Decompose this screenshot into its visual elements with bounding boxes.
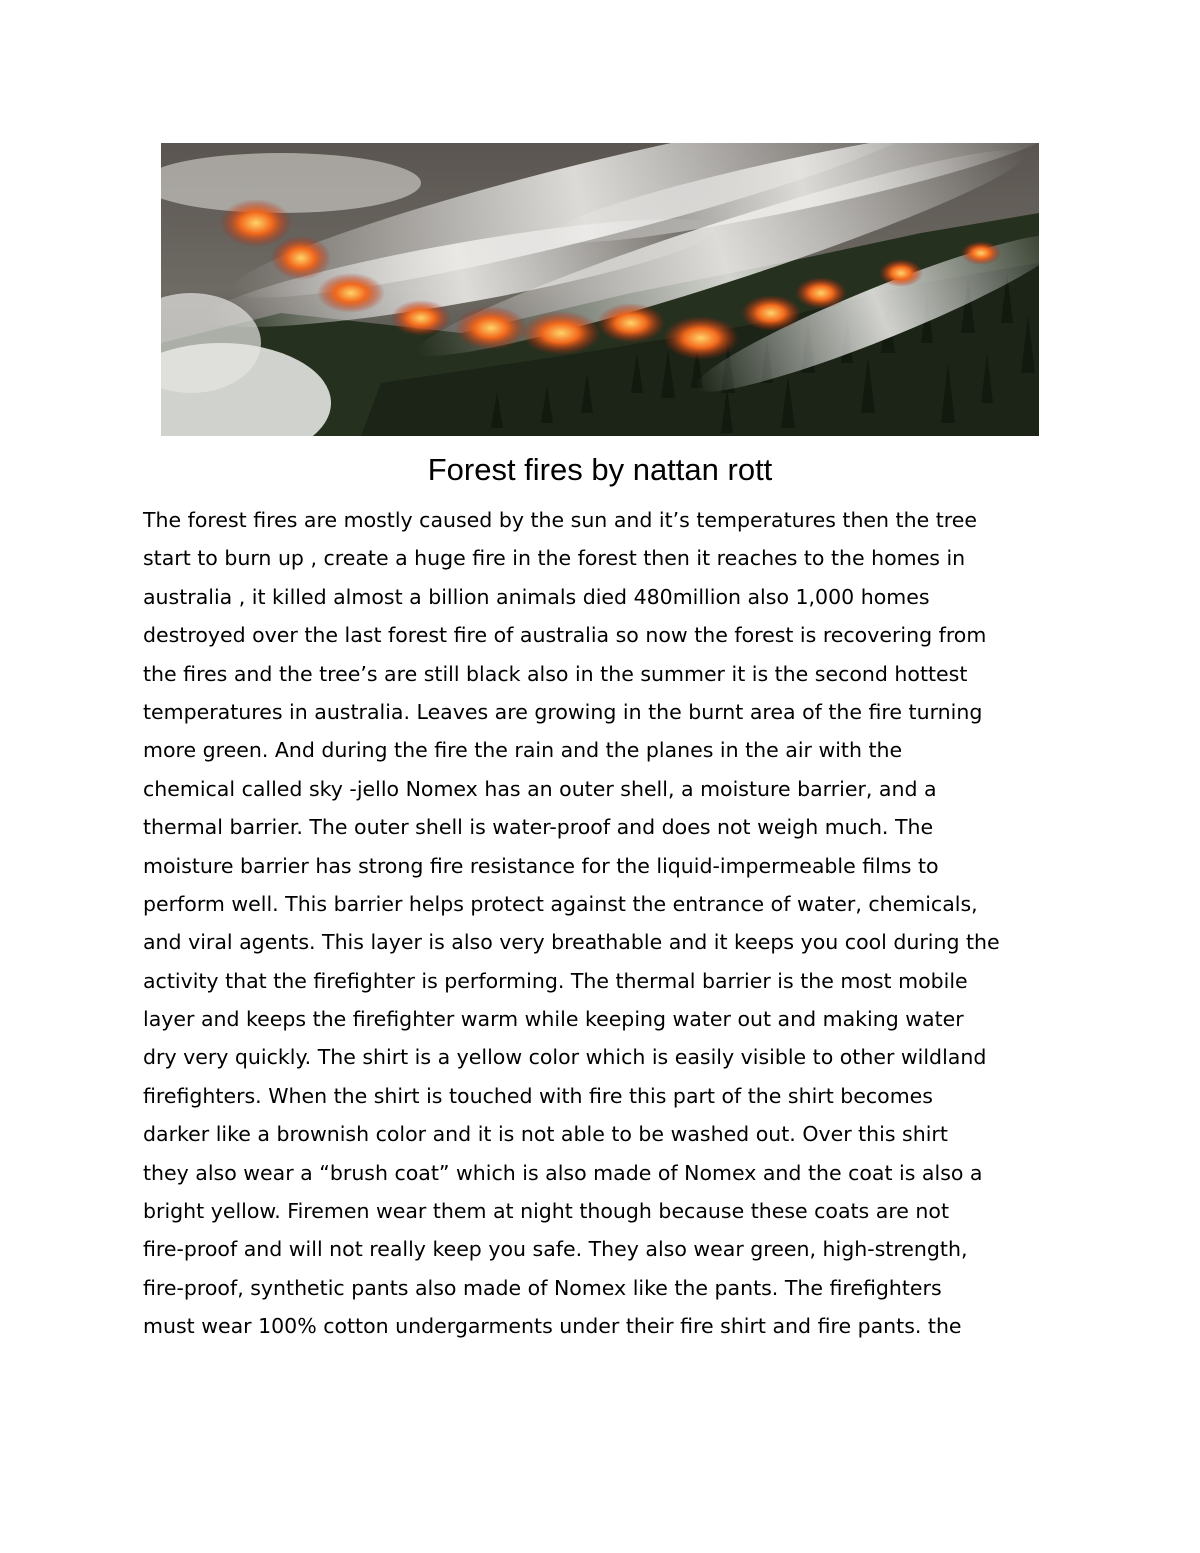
- body-line: The forest fires are mostly caused by the sun and it’s temperatures then the tree: [143, 508, 977, 532]
- body-line: and viral agents. This layer is also very breathable and it keeps you cool during the: [143, 930, 1000, 955]
- body-line: perform well. This barrier helps protect against the entrance of water, chemicals,: [143, 891, 978, 916]
- body-line: must wear 100% cotton undergarments under their fire shirt and fire pants. the: [143, 1314, 962, 1339]
- body-line: australia , it killed almost a billion animals died 480million also 1,000 homes: [143, 584, 930, 609]
- body-line: they also wear a “brush coat” which is also made of Nomex and the coat is also a: [143, 1160, 983, 1185]
- body-line: destroyed over the last forest fire of australia so now the forest is recovering from: [143, 623, 987, 648]
- body-line: start to burn up , create a huge fire in the forest then it reaches to the homes in: [143, 546, 966, 571]
- body-line: darker like a brownish color and it is not able to be washed out. Over this shirt: [143, 1122, 948, 1147]
- forest-fire-photo: [161, 143, 1039, 436]
- body-line: more green. And during the fire the rain and the planes in the air with the: [143, 738, 903, 763]
- forest-fire-illustration: [161, 143, 1039, 436]
- body-line: chemical called sky -jello Nomex has an outer shell, a moisture barrier, and a: [143, 776, 937, 801]
- body-line: fire-proof, synthetic pants also made of Nomex like the pants. The firefighters: [143, 1275, 942, 1300]
- body-line: layer and keeps the firefighter warm while keeping water out and making water: [143, 1007, 964, 1032]
- body-line: thermal barrier. The outer shell is water-proof and does not weigh much. The: [143, 815, 934, 840]
- body-line: moisture barrier has strong fire resistance for the liquid-impermeable films to: [143, 853, 939, 878]
- body-line: dry very quickly. The shirt is a yellow color which is easily visible to other wildland: [143, 1045, 987, 1070]
- body-line: fire-proof and will not really keep you safe. They also wear green, high-strength,: [143, 1237, 968, 1262]
- body-line: firefighters. When the shirt is touched with fire this part of the shirt becomes: [143, 1083, 933, 1108]
- document-title: Forest fires by nattan rott: [427, 452, 773, 487]
- body-line: temperatures in australia. Leaves are growing in the burnt area of the fire turning: [143, 699, 983, 724]
- body-line: activity that the firefighter is performing. The thermal barrier is the most mobile: [143, 968, 968, 993]
- document-body: [143, 501, 1073, 1346]
- body-line: the fires and the tree’s are still black also in the summer it is the second hottest: [143, 661, 968, 686]
- body-line: bright yellow. Firemen wear them at night though because these coats are not: [143, 1199, 949, 1224]
